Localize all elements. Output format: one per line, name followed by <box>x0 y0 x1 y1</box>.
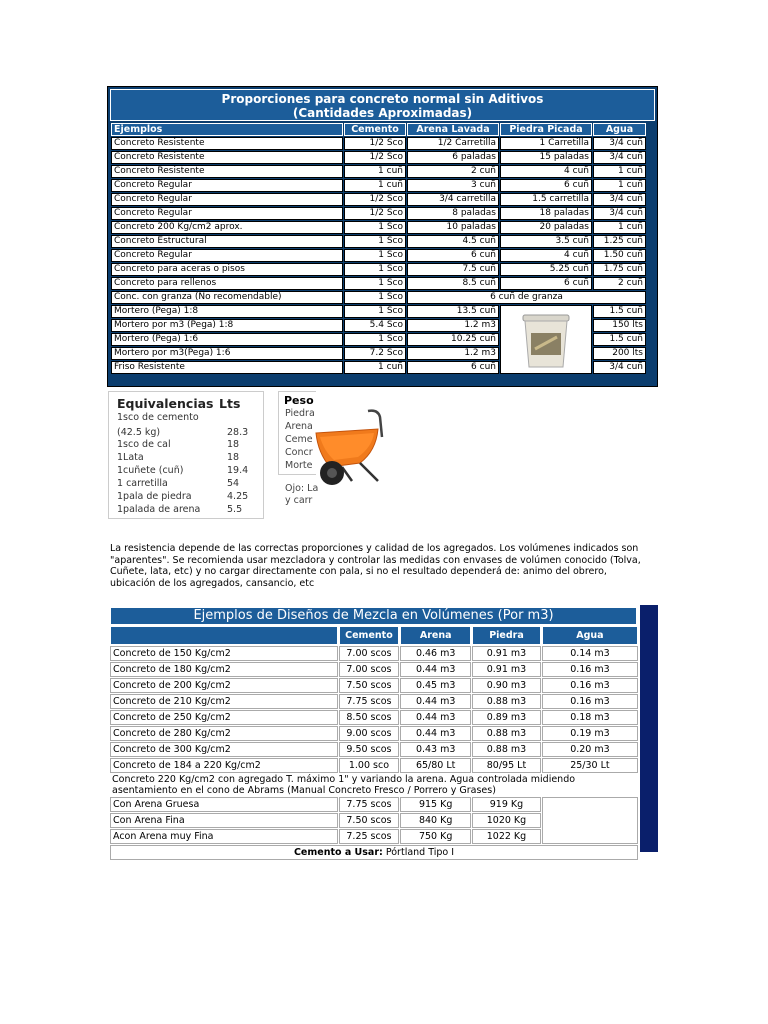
cell: Concreto 200 Kg/cm2 aprox. <box>111 221 343 234</box>
cell: 10.25 cuñ <box>407 333 499 346</box>
cell: 0.88 m3 <box>472 742 541 757</box>
cell: 1.75 cuñ <box>593 263 646 276</box>
cell: 1.5 carretilla <box>500 193 592 206</box>
cell: 919 Kg <box>472 797 541 812</box>
cell: 2 cuñ <box>593 277 646 290</box>
cell-granza: 6 cuñ de granza <box>407 291 646 304</box>
pesos-note: Ojo: La <box>285 483 319 494</box>
footer-label: Cemento a Usar: <box>293 847 383 858</box>
proporciones-table <box>107 86 658 387</box>
cell: 0.16 m3 <box>542 694 638 709</box>
cell: Concreto para rellenos <box>111 277 343 290</box>
cell: Concreto Resistente <box>111 165 343 178</box>
cell: 5.4 Sco <box>344 319 406 332</box>
cell: Concreto Regular <box>111 179 343 192</box>
cell: 0.88 m3 <box>472 694 541 709</box>
header-piedra: Piedra <box>472 626 541 645</box>
equivalencia-row <box>117 439 257 450</box>
equivalencia-row <box>117 491 257 502</box>
table-row <box>110 797 638 812</box>
equivalencia-label: 1sco de cemento <box>117 412 199 423</box>
cell: 0.89 m3 <box>472 710 541 725</box>
cell: 7.00 scos <box>339 662 400 677</box>
equivalencia-value: 28.3 <box>227 427 249 438</box>
table-row <box>111 151 646 164</box>
blank-cell <box>542 797 638 844</box>
cell: Concreto para aceras o pisos <box>111 263 343 276</box>
table-row <box>110 646 638 661</box>
cell: 1 cuñ <box>593 179 646 192</box>
equivalencia-label: (42.5 kg) <box>117 427 161 438</box>
cell: 1 cuñ <box>593 221 646 234</box>
cell: 1 cuñ <box>593 165 646 178</box>
table-row <box>111 193 646 206</box>
cell: 7.50 scos <box>339 678 400 693</box>
cell: 13.5 cuñ <box>407 305 499 318</box>
pesos-title: Peso <box>284 394 314 407</box>
cell: 1.00 sco <box>339 758 400 773</box>
cell: 1/2 Sco <box>344 137 406 150</box>
cell: Friso Resistente <box>111 361 343 374</box>
cell: 9.00 scos <box>339 726 400 741</box>
cell: 18 paladas <box>500 207 592 220</box>
table-row <box>111 137 646 150</box>
cell: 1.2 m3 <box>407 319 499 332</box>
cell: 0.91 m3 <box>472 646 541 661</box>
cell: 7.75 scos <box>339 797 400 812</box>
bucket-cell <box>500 305 592 374</box>
cell: Mortero por m3 (Pega) 1:8 <box>111 319 343 332</box>
cell: 3/4 cuñ <box>593 151 646 164</box>
equivalencia-row <box>117 427 257 438</box>
cell: Con Arena Fina <box>110 813 338 828</box>
cell: 8.50 scos <box>339 710 400 725</box>
cell: Concreto de 184 a 220 Kg/cm2 <box>110 758 338 773</box>
cell: 8.5 cuñ <box>407 277 499 290</box>
cell: Concreto de 150 Kg/cm2 <box>110 646 338 661</box>
table-row-granza <box>111 291 646 304</box>
table-row <box>111 263 646 276</box>
cell: 0.20 m3 <box>542 742 638 757</box>
header-blank <box>110 626 338 645</box>
cell: Concreto de 280 Kg/cm2 <box>110 726 338 741</box>
cell: 1.5 cuñ <box>593 305 646 318</box>
pesos-line: Concr <box>285 447 313 458</box>
pesos-line: Arena <box>285 421 313 432</box>
cell: 6 cuñ <box>500 277 592 290</box>
cell: 1 Sco <box>344 263 406 276</box>
header-agua: Agua <box>542 626 638 645</box>
table-row <box>111 235 646 248</box>
cell: 1 cuñ <box>344 361 406 374</box>
cell: 7.00 scos <box>339 646 400 661</box>
cell: 10 paladas <box>407 221 499 234</box>
table-row <box>110 726 638 741</box>
cell: 7.50 scos <box>339 813 400 828</box>
cell: 1 Sco <box>344 277 406 290</box>
cell: 4 cuñ <box>500 165 592 178</box>
cell: 1 Sco <box>344 221 406 234</box>
table-row <box>110 742 638 757</box>
table-row <box>111 165 646 178</box>
cell: 4 cuñ <box>500 249 592 262</box>
cell: 0.90 m3 <box>472 678 541 693</box>
proporciones-title: Proporciones para concreto normal sin Aditivos (Cantidades Aproximadas) <box>110 89 655 121</box>
cell: 1.25 cuñ <box>593 235 646 248</box>
cell: 1/2 Carretilla <box>407 137 499 150</box>
equivalencia-value: 4.25 <box>227 491 249 502</box>
cell: Concreto de 200 Kg/cm2 <box>110 678 338 693</box>
cell: 3/4 cuñ <box>593 207 646 220</box>
resistencia-paragraph: La resistencia depende de las correctas proporciones y calidad de los agregados. Los volúmenes indicados son "aparentes". Se recomienda usar mezcladora y controlar las medidas con envases de volúmen conocido (Tolva, Cuñete, lata, etc) y no cargar directamente con pala, si no el resultado dependerá de: animo del obrero, ubicación de los agregados, cansancio, etc <box>110 543 641 589</box>
pesos-line: Piedra <box>285 408 315 419</box>
cell: Concreto de 300 Kg/cm2 <box>110 742 338 757</box>
equivalencia-label: 1palada de arena <box>117 504 201 515</box>
cell: 200 lts <box>593 347 646 360</box>
table-row <box>110 758 638 773</box>
cell: 6 cuñ <box>407 249 499 262</box>
cell: 1/2 Sco <box>344 193 406 206</box>
cell: 3/4 cuñ <box>593 193 646 206</box>
cell: 0.44 m3 <box>400 726 471 741</box>
cell: Concreto Regular <box>111 249 343 262</box>
pesos-line: Ceme <box>285 434 313 445</box>
cell: Acon Arena muy Fina <box>110 829 338 844</box>
equivalencia-row <box>117 452 257 463</box>
header-agua: Agua <box>593 123 646 136</box>
equivalencia-row <box>117 412 257 423</box>
cell: 1 Sco <box>344 291 406 304</box>
cell: 0.19 m3 <box>542 726 638 741</box>
cell: 7.75 scos <box>339 694 400 709</box>
wheelbarrow-icon <box>308 407 386 489</box>
cell: 15 paladas <box>500 151 592 164</box>
cell: 1.50 cuñ <box>593 249 646 262</box>
equivalencia-label: 1sco de cal <box>117 439 171 450</box>
header-arena: Arena Lavada <box>407 123 499 136</box>
table-row-note <box>110 774 638 796</box>
cell: 6 cuñ <box>500 179 592 192</box>
table-header-row <box>111 123 646 136</box>
cell: 1.5 cuñ <box>593 333 646 346</box>
cell: 1 cuñ <box>344 165 406 178</box>
cell: 1.2 m3 <box>407 347 499 360</box>
cell: Concreto Regular <box>111 207 343 220</box>
cell: Con Arena Gruesa <box>110 797 338 812</box>
cell: Concreto de 210 Kg/cm2 <box>110 694 338 709</box>
footer-value: Pórtland Tipo I <box>385 847 455 858</box>
equivalencia-value: 54 <box>227 478 240 489</box>
cell: Concreto Estructural <box>111 235 343 248</box>
equivalencia-value: 5.5 <box>227 504 243 515</box>
table-row <box>110 694 638 709</box>
cell: 2 cuñ <box>407 165 499 178</box>
cell: 750 Kg <box>400 829 471 844</box>
bucket-icon <box>513 309 579 371</box>
cell: Conc. con granza (No recomendable) <box>111 291 343 304</box>
table-row <box>111 221 646 234</box>
cell: Concreto Resistente <box>111 137 343 150</box>
table-row <box>111 249 646 262</box>
cell: Mortero por m3(Pega) 1:6 <box>111 347 343 360</box>
cell: 0.16 m3 <box>542 662 638 677</box>
table-row-footer <box>110 845 638 860</box>
cell: 0.46 m3 <box>400 646 471 661</box>
cell: 1/2 Sco <box>344 207 406 220</box>
cell: 0.44 m3 <box>400 694 471 709</box>
cell: 0.18 m3 <box>542 710 638 725</box>
cell: 1 Sco <box>344 333 406 346</box>
pesos-box <box>278 391 386 519</box>
cell: 65/80 Lt <box>400 758 471 773</box>
cell: 7.25 scos <box>339 829 400 844</box>
cell: 0.45 m3 <box>400 678 471 693</box>
disenos-title: Ejemplos de Diseños de Mezcla en Volúmenes (Por m3) <box>110 607 637 625</box>
cell: 80/95 Lt <box>472 758 541 773</box>
cell: 25/30 Lt <box>542 758 638 773</box>
equivalencias-box <box>108 391 264 519</box>
table-row <box>110 662 638 677</box>
header-cemento: Cemento <box>344 123 406 136</box>
cell: 9.50 scos <box>339 742 400 757</box>
cell: 4.5 cuñ <box>407 235 499 248</box>
table-row <box>111 305 646 318</box>
cell: Mortero (Pega) 1:6 <box>111 333 343 346</box>
cell: 0.43 m3 <box>400 742 471 757</box>
table-header-row <box>110 626 638 645</box>
equivalencia-row <box>117 504 257 515</box>
cell: Concreto de 250 Kg/cm2 <box>110 710 338 725</box>
cell: 8 paladas <box>407 207 499 220</box>
cell: 1 Sco <box>344 235 406 248</box>
equivalencia-value: 18 <box>227 439 240 450</box>
cell: 0.44 m3 <box>400 662 471 677</box>
cell: Concreto Resistente <box>111 151 343 164</box>
cell: 7.2 Sco <box>344 347 406 360</box>
header-piedra: Piedra Picada <box>500 123 592 136</box>
footer-cell <box>110 845 638 860</box>
cell: Concreto de 180 Kg/cm2 <box>110 662 338 677</box>
equivalencia-row <box>117 465 257 476</box>
cell: 915 Kg <box>400 797 471 812</box>
header-ejemplos: Ejemplos <box>111 123 343 136</box>
equivalencia-label: 1cuñete (cuñ) <box>117 465 184 476</box>
cell: 0.44 m3 <box>400 710 471 725</box>
equivalencias-unit: Lts <box>219 396 241 411</box>
cell: 6 cuñ <box>407 361 499 374</box>
cell: 6 paladas <box>407 151 499 164</box>
disenos-mezcla-table <box>108 605 658 858</box>
table-row <box>110 678 638 693</box>
equivalencia-value: 18 <box>227 452 240 463</box>
cell: 5.25 cuñ <box>500 263 592 276</box>
cell: 0.91 m3 <box>472 662 541 677</box>
table-row <box>110 710 638 725</box>
cell: Concreto Regular <box>111 193 343 206</box>
equivalencia-label: 1pala de piedra <box>117 491 192 502</box>
header-cemento: Cemento <box>339 626 400 645</box>
table-row <box>111 277 646 290</box>
disenos-grid <box>109 625 639 861</box>
table-row <box>111 207 646 220</box>
cell: 3.5 cuñ <box>500 235 592 248</box>
equivalencias-title: Equivalencias <box>117 396 214 411</box>
cell: 1 Carretilla <box>500 137 592 150</box>
cell: 0.88 m3 <box>472 726 541 741</box>
cell: 1/2 Sco <box>344 151 406 164</box>
cell: 3/4 carretilla <box>407 193 499 206</box>
cell: 1022 Kg <box>472 829 541 844</box>
cell: 1 Sco <box>344 249 406 262</box>
cell: 1 cuñ <box>344 179 406 192</box>
equivalencia-value: 19.4 <box>227 465 249 476</box>
header-arena: Arena <box>400 626 471 645</box>
cell: 0.16 m3 <box>542 678 638 693</box>
cell: Mortero (Pega) 1:8 <box>111 305 343 318</box>
cell: 150 lts <box>593 319 646 332</box>
cell: 3/4 cuñ <box>593 361 646 374</box>
equivalencia-label: 1 carretilla <box>117 478 168 489</box>
cell: 0.14 m3 <box>542 646 638 661</box>
table-row <box>111 179 646 192</box>
side-bar <box>640 605 658 852</box>
pesos-note: y carr <box>285 495 313 506</box>
note-cell: Concreto 220 Kg/cm2 con agregado T. máximo 1" y variando la arena. Agua controlada midiendo asentamiento en el cono de Abrams (Manual Concreto Fresco / Porrero y Grases) <box>112 774 576 796</box>
cell: 840 Kg <box>400 813 471 828</box>
proporciones-grid <box>110 122 647 375</box>
pesos-line: Morte <box>285 460 313 471</box>
equivalencia-row <box>117 478 257 489</box>
cell: 20 paladas <box>500 221 592 234</box>
cell: 1 Sco <box>344 305 406 318</box>
cell: 3 cuñ <box>407 179 499 192</box>
equivalencia-label: 1Lata <box>117 452 144 463</box>
cell: 1020 Kg <box>472 813 541 828</box>
cell: 7.5 cuñ <box>407 263 499 276</box>
cell: 3/4 cuñ <box>593 137 646 150</box>
